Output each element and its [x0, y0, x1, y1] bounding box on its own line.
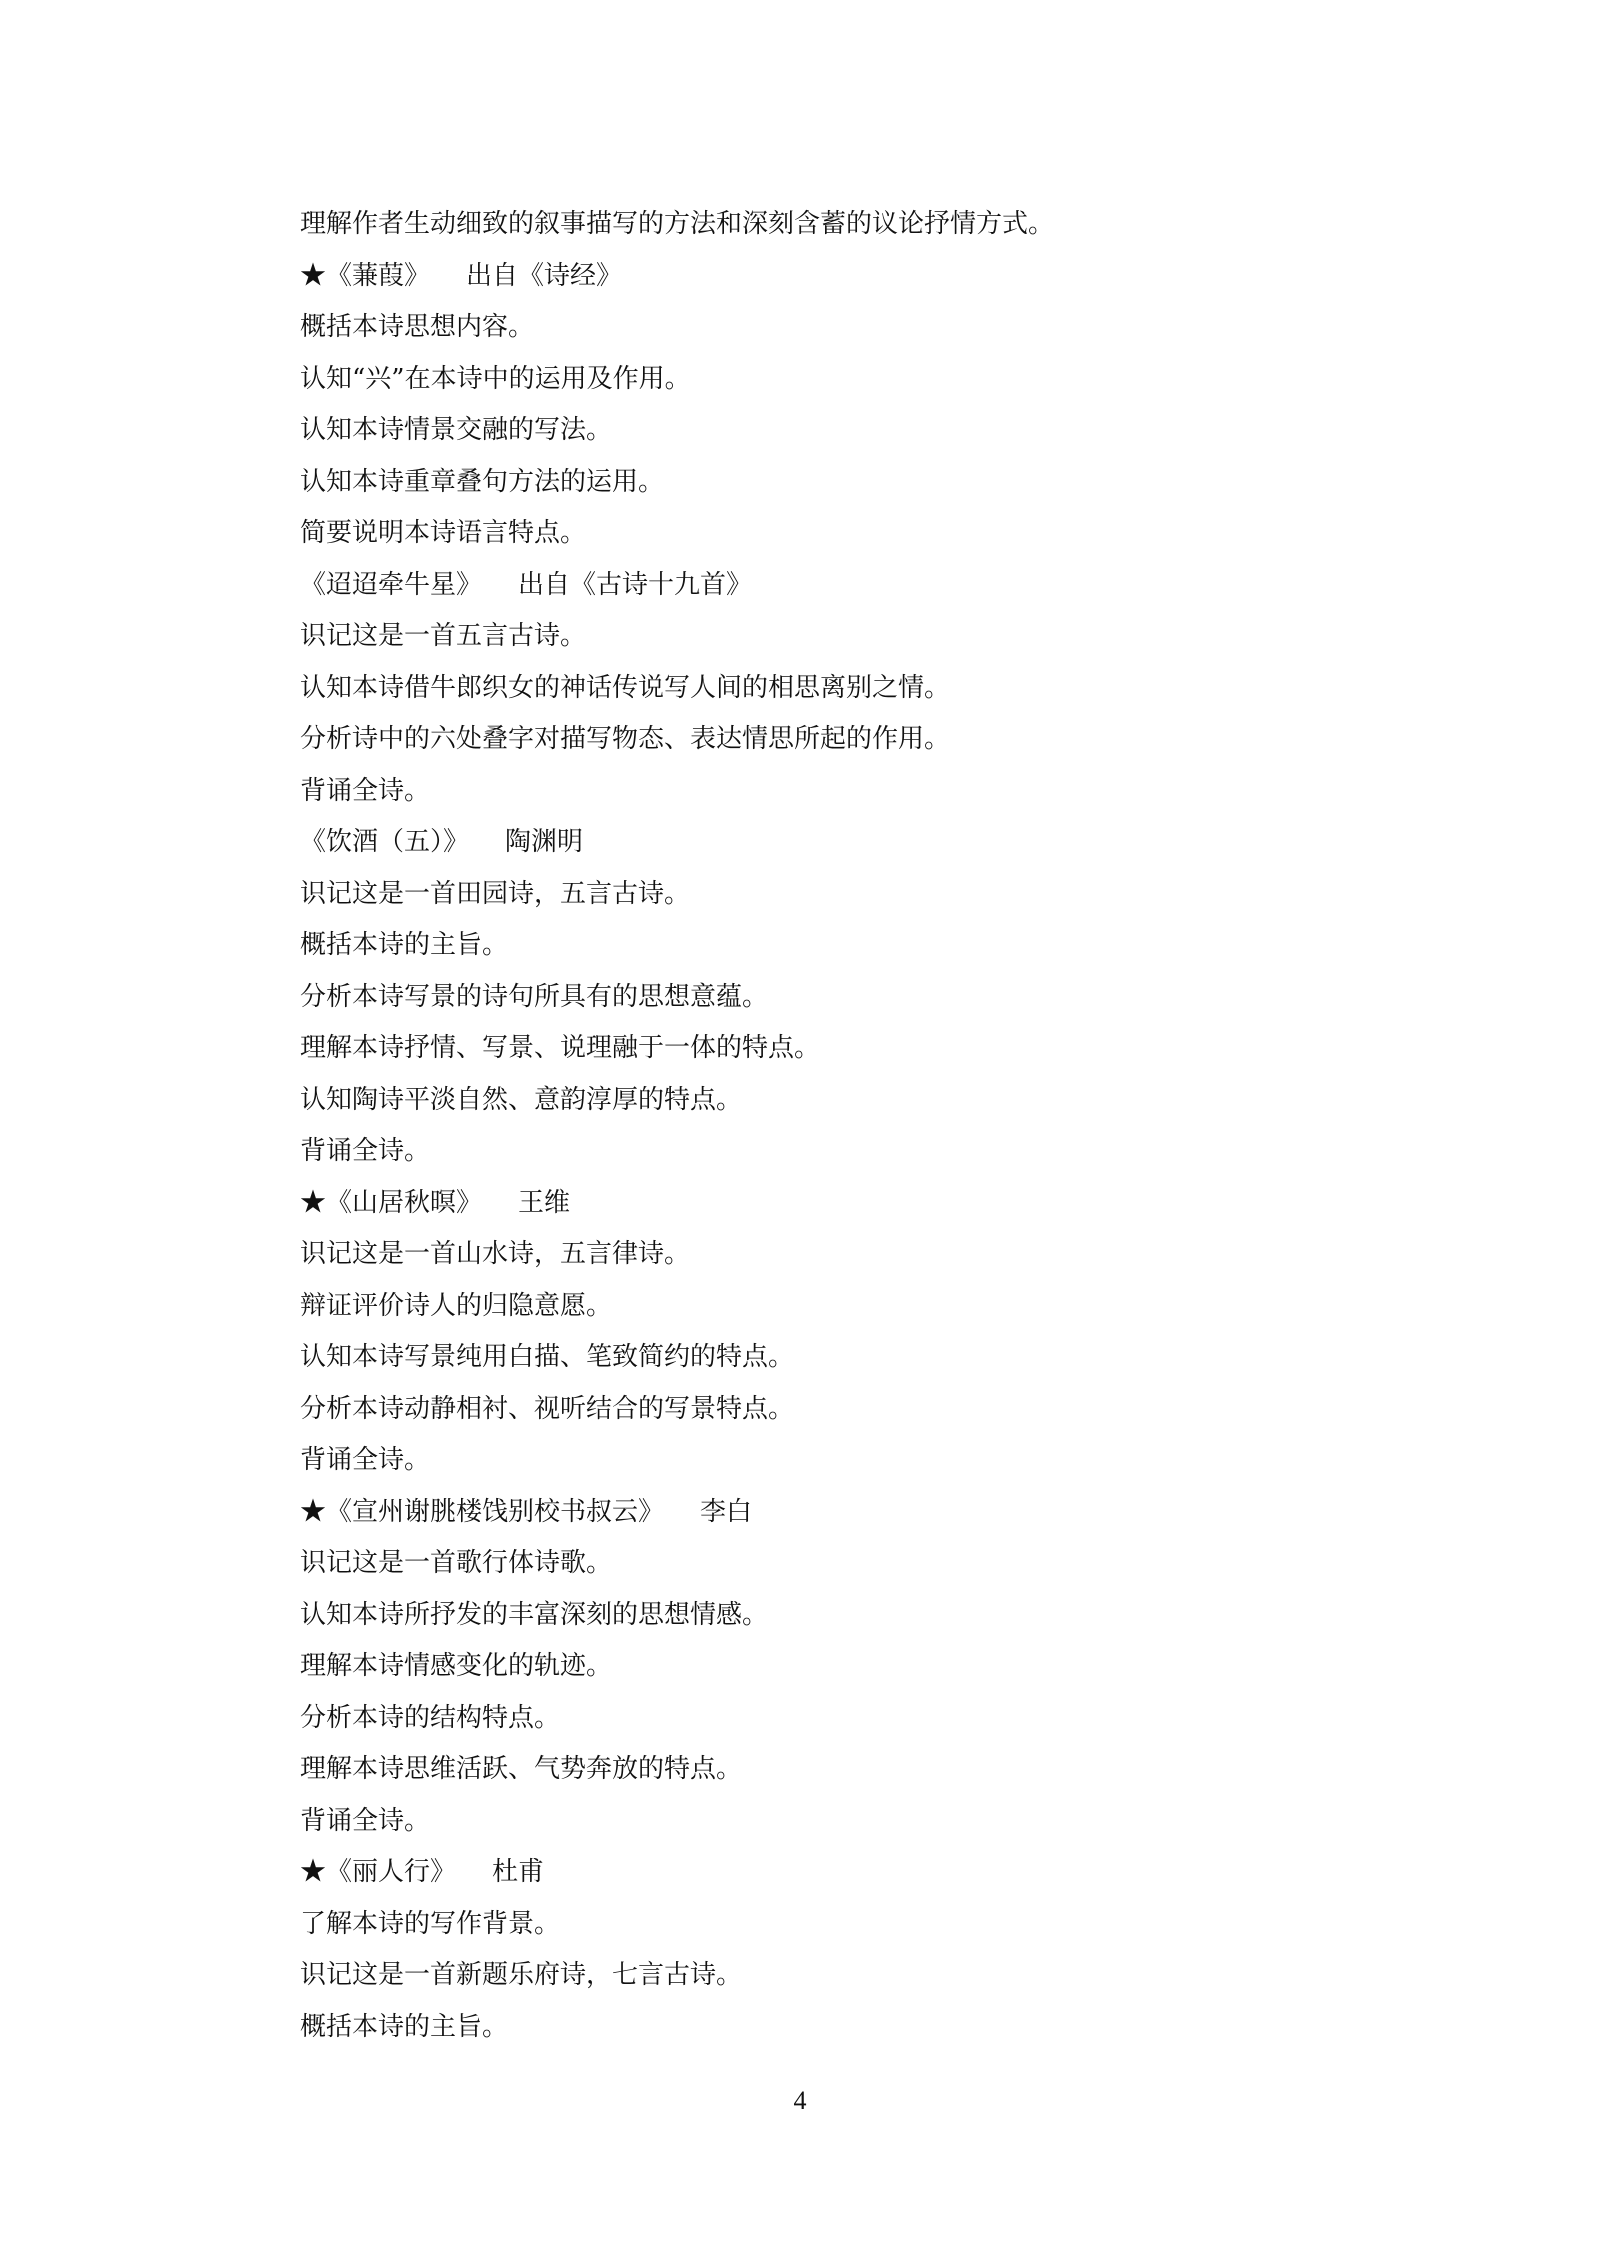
- text-line: 识记这是一首新题乐府诗，七言古诗。: [300, 1960, 743, 1990]
- poem-heading: [300, 817, 1500, 869]
- text-line: 理解本诗抒情、写景、说理融于一体的特点。: [300, 1033, 821, 1063]
- text-line: 认知本诗所抒发的丰富深刻的思想情感。: [300, 1599, 769, 1630]
- text-line: 概括本诗的主旨。: [300, 930, 509, 960]
- text-line: 概括本诗思想内容。: [300, 312, 535, 342]
- text-line: 简要说明本诗语言特点。: [300, 518, 587, 548]
- poem-heading: [300, 1487, 1500, 1539]
- poem-author: 陶渊明: [505, 827, 584, 857]
- text-line: 认知本诗借牛郎织女的神话传说写人间的相思离别之情。: [300, 672, 951, 703]
- poem-author: 出自《古诗十九首》: [518, 569, 753, 600]
- text-line: 辩证评价诗人的归隐意愿。: [300, 1290, 613, 1321]
- text-line: 认知本诗重章叠句方法的运用。: [300, 466, 665, 497]
- text-line: 理解本诗思维活跃、气势奔放的特点。: [300, 1754, 743, 1784]
- page-number: 4: [793, 2086, 807, 2115]
- text-line: 分析本诗的结构特点。: [300, 1702, 561, 1733]
- text-line: 理解作者生动细致的叙事描写的方法和深刻含蓄的议论抒情方式。: [300, 209, 1055, 239]
- text-line: 理解本诗情感变化的轨迹。: [300, 1651, 613, 1681]
- text-line: 背诵全诗。: [300, 1136, 431, 1166]
- text-line: 认知本诗写景纯用白描、笔致简约的特点。: [300, 1342, 795, 1372]
- text-line: 概括本诗的主旨。: [300, 2011, 509, 2042]
- poem-title: 《迢迢牵牛星》: [300, 569, 483, 600]
- poem-heading: [300, 560, 1500, 612]
- poem-author: 李白: [700, 1496, 753, 1527]
- text-line: 识记这是一首山水诗，五言律诗。: [300, 1239, 691, 1269]
- text-line: 了解本诗的写作背景。: [300, 1908, 561, 1939]
- poem-title: ★《山居秋暝》: [300, 1187, 483, 1218]
- page-content: [300, 199, 1500, 2053]
- text-line: 背诵全诗。: [300, 1445, 431, 1475]
- poem-title: ★《丽人行》: [300, 1857, 457, 1887]
- poem-author: 杜甫: [492, 1857, 545, 1887]
- text-line: 识记这是一首田园诗，五言古诗。: [300, 878, 691, 909]
- text-line: 分析本诗写景的诗句所具有的思想意蕴。: [300, 981, 769, 1012]
- text-line: 分析诗中的六处叠字对描写物态、表达情思所起的作用。: [300, 724, 951, 754]
- text-line: 认知“兴”在本诗中的运用及作用。: [300, 363, 691, 394]
- poem-author: 王维: [518, 1187, 571, 1218]
- text-line: 背诵全诗。: [300, 775, 431, 806]
- poem-heading: [300, 251, 1500, 303]
- poem-title: 《饮酒（五）》: [300, 827, 470, 857]
- text-line: 识记这是一首五言古诗。: [300, 621, 587, 651]
- poem-author: 出自《诗经》: [466, 260, 623, 291]
- text-line: 识记这是一首歌行体诗歌。: [300, 1548, 613, 1578]
- text-line: 认知陶诗平淡自然、意韵淳厚的特点。: [300, 1084, 743, 1115]
- poem-heading: [300, 1847, 1500, 1899]
- text-line: 认知本诗情景交融的写法。: [300, 415, 613, 445]
- text-line: 背诵全诗。: [300, 1805, 431, 1836]
- text-line: 分析本诗动静相衬、视听结合的写景特点。: [300, 1393, 795, 1424]
- poem-heading: [300, 1178, 1500, 1230]
- poem-title: ★《宣州谢朓楼饯别校书叔云》: [300, 1496, 665, 1527]
- poem-title: ★《蒹葭》: [300, 260, 431, 291]
